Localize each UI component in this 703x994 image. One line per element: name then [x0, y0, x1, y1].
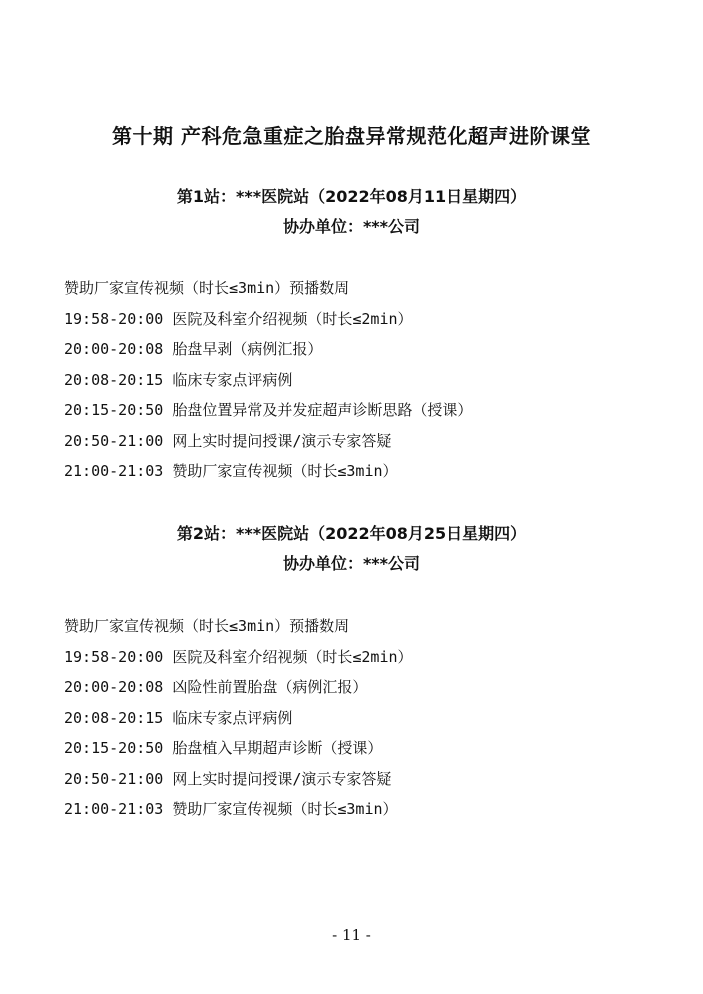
station-2-heading: 第2站：***医院站（2022年08月25日星期四）	[176, 524, 527, 543]
station-1-header	[0, 182, 703, 242]
station-1-heading: 第1站：***医院站（2022年08月11日星期四）	[176, 187, 527, 206]
schedule-item: 20:50-21:00 网上实时提问授课/演示专家答疑	[64, 769, 392, 788]
schedule-item: 20:15-20:50 胎盘位置异常及并发症超声诊断思路（授课）	[64, 401, 473, 419]
schedule-item: 19:58-20:00 医院及科室介绍视频（时长≤2min）	[64, 309, 413, 328]
schedule-item: 19:58-20:00 医院及科室介绍视频（时长≤2min）	[64, 647, 413, 666]
schedule-item: 21:00-21:03 赞助厂家宣传视频（时长≤3min）	[64, 462, 398, 480]
schedule-item: 20:15-20:50 胎盘植入早期超声诊断（授课）	[64, 739, 383, 757]
station-1-co-organizer: 协办单位：***公司	[282, 217, 421, 236]
schedule-item: 20:00-20:08 凶险性前置胎盘（病例汇报）	[64, 678, 368, 696]
document-title: 第十期 产科危急重症之胎盘异常规范化超声进阶课堂	[112, 124, 591, 148]
schedule-item: 20:08-20:15 临床专家点评病例	[64, 708, 293, 727]
schedule-item: 赞助厂家宣传视频（时长≤3min）预播数周	[64, 279, 350, 297]
schedule-item: 21:00-21:03 赞助厂家宣传视频（时长≤3min）	[64, 800, 398, 818]
schedule-item: 20:08-20:15 临床专家点评病例	[64, 370, 293, 389]
schedule-item: 赞助厂家宣传视频（时长≤3min）预播数周	[64, 617, 350, 635]
station-1-schedule	[64, 273, 472, 487]
schedule-item: 20:00-20:08 胎盘早剥（病例汇报）	[64, 340, 323, 358]
station-2-schedule	[64, 611, 413, 825]
station-2-co-organizer: 协办单位：***公司	[282, 554, 421, 573]
schedule-item: 20:50-21:00 网上实时提问授课/演示专家答疑	[64, 431, 392, 450]
page-number: - 11 -	[332, 926, 371, 944]
station-2-header	[0, 519, 703, 579]
